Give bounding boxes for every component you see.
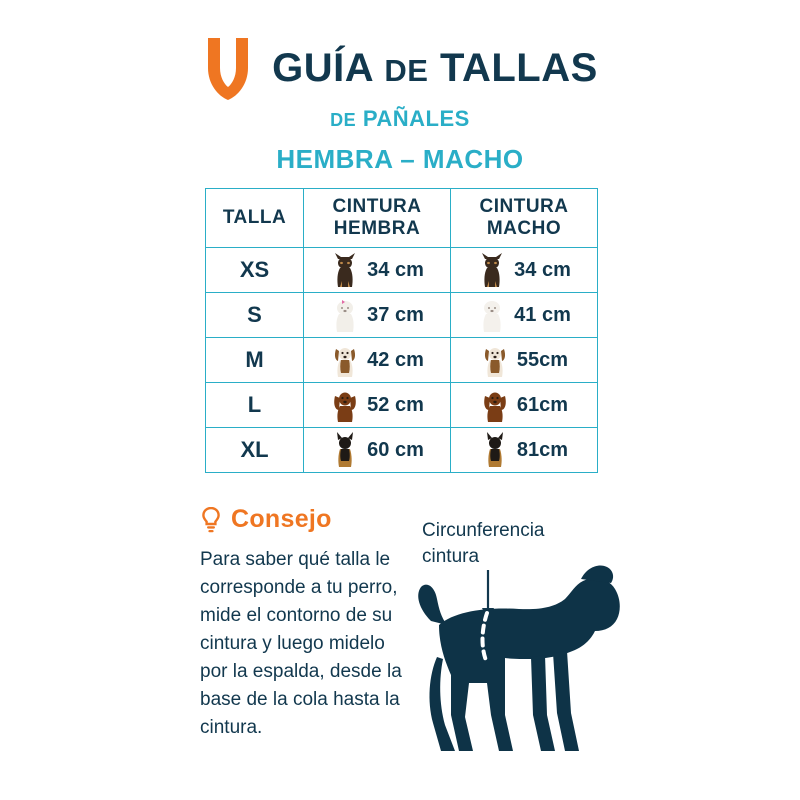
- cocker-spaniel-icon: [330, 386, 360, 424]
- tip-body: Para saber qué talla le corresponde a tu perro, mide el contorno de su cintura y luego midelo por la espalda, desde la base de la cola hasta la cintura.: [200, 549, 402, 738]
- cell-cintura-macho: [451, 428, 598, 473]
- u-shape-logo-icon: [202, 34, 254, 102]
- page-title: [272, 46, 598, 91]
- value-cintura-hembra: 60 cm: [367, 438, 424, 461]
- tip-title: Consejo: [231, 505, 332, 533]
- header-macho-line2: MACHO: [486, 218, 562, 239]
- title-row: [202, 34, 598, 102]
- value-cintura-macho: 41 cm: [514, 303, 571, 326]
- cell-cintura-hembra: [304, 293, 451, 338]
- cell-cintura-hembra: [304, 428, 451, 473]
- table-row: [206, 338, 598, 383]
- chihuahua-icon: [330, 251, 360, 289]
- diagram-label-line1: Circunferencia: [422, 520, 545, 541]
- table-header-row: [206, 189, 598, 248]
- value-cintura-hembra: 42 cm: [367, 348, 424, 371]
- cell-talla: XL: [206, 428, 304, 473]
- table-row: [206, 428, 598, 473]
- table-row: [206, 248, 598, 293]
- german-shepherd-icon: [480, 431, 510, 469]
- cell-talla: XS: [206, 248, 304, 293]
- lightbulb-icon: [200, 507, 222, 533]
- value-cintura-macho: 34 cm: [514, 258, 571, 281]
- value-cintura-macho: 55cm: [516, 348, 569, 371]
- cell-cintura-hembra: [304, 383, 451, 428]
- header-hembra-line1: CINTURA: [332, 196, 422, 218]
- beagle-icon: [330, 341, 360, 379]
- subtitle-de: DE: [330, 110, 357, 130]
- table-row: [206, 383, 598, 428]
- cell-cintura-macho: [451, 383, 598, 428]
- beagle-icon: [480, 341, 510, 379]
- title-guia: GUÍA: [272, 45, 373, 90]
- value-cintura-macho: 61cm: [516, 393, 569, 416]
- chihuahua-icon: [477, 251, 507, 289]
- maltese-icon: [330, 296, 360, 334]
- diagram-label-line2: cintura: [422, 545, 480, 567]
- value-cintura-hembra: 37 cm: [367, 303, 424, 326]
- cell-cintura-macho: [451, 338, 598, 383]
- subtitle: [330, 106, 470, 132]
- cell-cintura-hembra: [304, 338, 451, 383]
- table-row: [206, 293, 598, 338]
- tip-block: [200, 505, 415, 741]
- cell-cintura-macho: [451, 293, 598, 338]
- cell-talla: M: [206, 338, 304, 383]
- subtitle-panales: PAÑALES: [362, 106, 470, 131]
- cell-talla: L: [206, 383, 304, 428]
- measurement-diagram: [395, 500, 655, 785]
- column-header-talla: TALLA: [206, 189, 304, 248]
- title-de: DE: [384, 52, 429, 88]
- cocker-spaniel-icon: [480, 386, 510, 424]
- table-body: [206, 248, 598, 473]
- header-hembra-line2: HEMBRA: [333, 218, 421, 239]
- cell-talla: S: [206, 293, 304, 338]
- cell-cintura-hembra: [304, 248, 451, 293]
- column-header-cintura-macho: [451, 189, 598, 248]
- size-table: [205, 188, 598, 473]
- subtitle-gender: HEMBRA – MACHO: [276, 144, 524, 174]
- cell-cintura-macho: [451, 248, 598, 293]
- dog-silhouette-icon: [395, 555, 655, 785]
- german-shepherd-icon: [330, 431, 360, 469]
- tip-header: [200, 505, 415, 534]
- header: [0, 0, 800, 175]
- title-tallas: TALLAS: [440, 45, 598, 90]
- column-header-cintura-hembra: [304, 189, 451, 248]
- header-macho-line1: CINTURA: [479, 196, 569, 218]
- value-cintura-hembra: 34 cm: [367, 258, 424, 281]
- value-cintura-hembra: 52 cm: [367, 393, 424, 416]
- size-table-wrap: [205, 188, 597, 473]
- table-head: [206, 189, 598, 248]
- maltese-icon: [477, 296, 507, 334]
- value-cintura-macho: 81cm: [516, 438, 569, 461]
